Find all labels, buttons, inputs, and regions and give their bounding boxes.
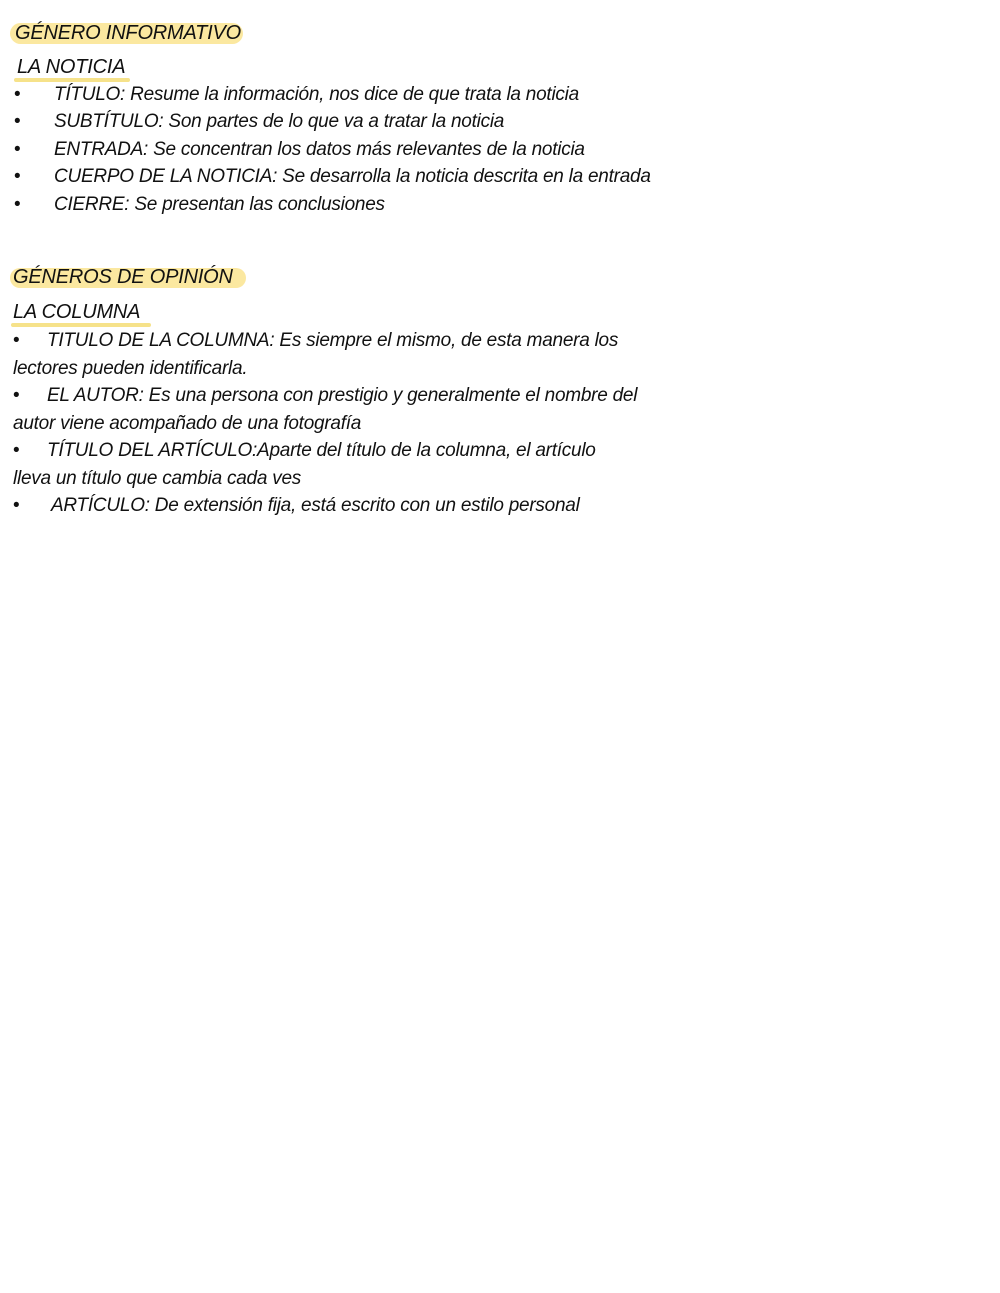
bullet-icon: • [13,385,20,406]
subheading-la-columna: LA COLUMNA [13,301,141,323]
paragraph-text: TITULO DE LA COLUMNA: Es siempre el mismo, de esta manera los [47,330,619,351]
section-heading-opinion: GÉNEROS DE OPINIÓN [13,266,233,288]
bullet-icon: • [13,495,20,516]
list-item [14,136,737,163]
paragraph-line: autor viene acompañado de una fotografía [13,412,362,434]
list-item-text: ENTRADA: Se concentran los datos más relevantes de la noticia [54,138,585,160]
paragraph-line [13,437,596,465]
paragraph-line [13,492,580,520]
noticia-list [14,81,737,218]
bullet-icon: • [13,440,20,461]
paragraph-line [13,327,618,355]
list-item [14,191,737,218]
bullet-icon: • [13,330,20,351]
list-item-text: CIERRE: Se presentan las conclusiones [54,193,385,215]
list-item-text: TÍTULO: Resume la información, nos dice de que trata la noticia [54,84,579,105]
bullet-icon: • [14,111,21,133]
paragraph-text: ARTÍCULO: De extensión fija, está escrito con un estilo personal [51,495,580,516]
paragraph-line: lleva un título que cambia cada ves [13,467,302,489]
columna-item-titulo-articulo [13,437,596,492]
subheading-la-noticia: LA NOTICIA [17,56,126,78]
columna-item-autor [13,382,637,437]
list-item [14,81,737,108]
bullet-icon: • [14,166,21,188]
columna-item-titulo [13,327,618,382]
paragraph-line: lectores pueden identificarla. [13,357,248,379]
list-item-text: SUBTÍTULO: Son partes de lo que va a tratar la noticia [54,111,505,133]
list-item [14,108,737,135]
paragraph-line [13,382,637,410]
bullet-icon: • [14,138,21,160]
list-item [14,163,737,190]
list-item-text: CUERPO DE LA NOTICIA: Se desarrolla la noticia descrita en la entrada [54,166,651,188]
bullet-icon: • [14,84,21,105]
columna-item-articulo [13,492,580,520]
paragraph-text: EL AUTOR: Es una persona con prestigio y generalmente el nombre del [47,385,638,406]
paragraph-text: TÍTULO DEL ARTÍCULO:Aparte del título de la columna, el artículo [47,440,596,461]
section-heading-informativo: GÉNERO INFORMATIVO [15,22,242,44]
bullet-icon: • [14,193,21,215]
